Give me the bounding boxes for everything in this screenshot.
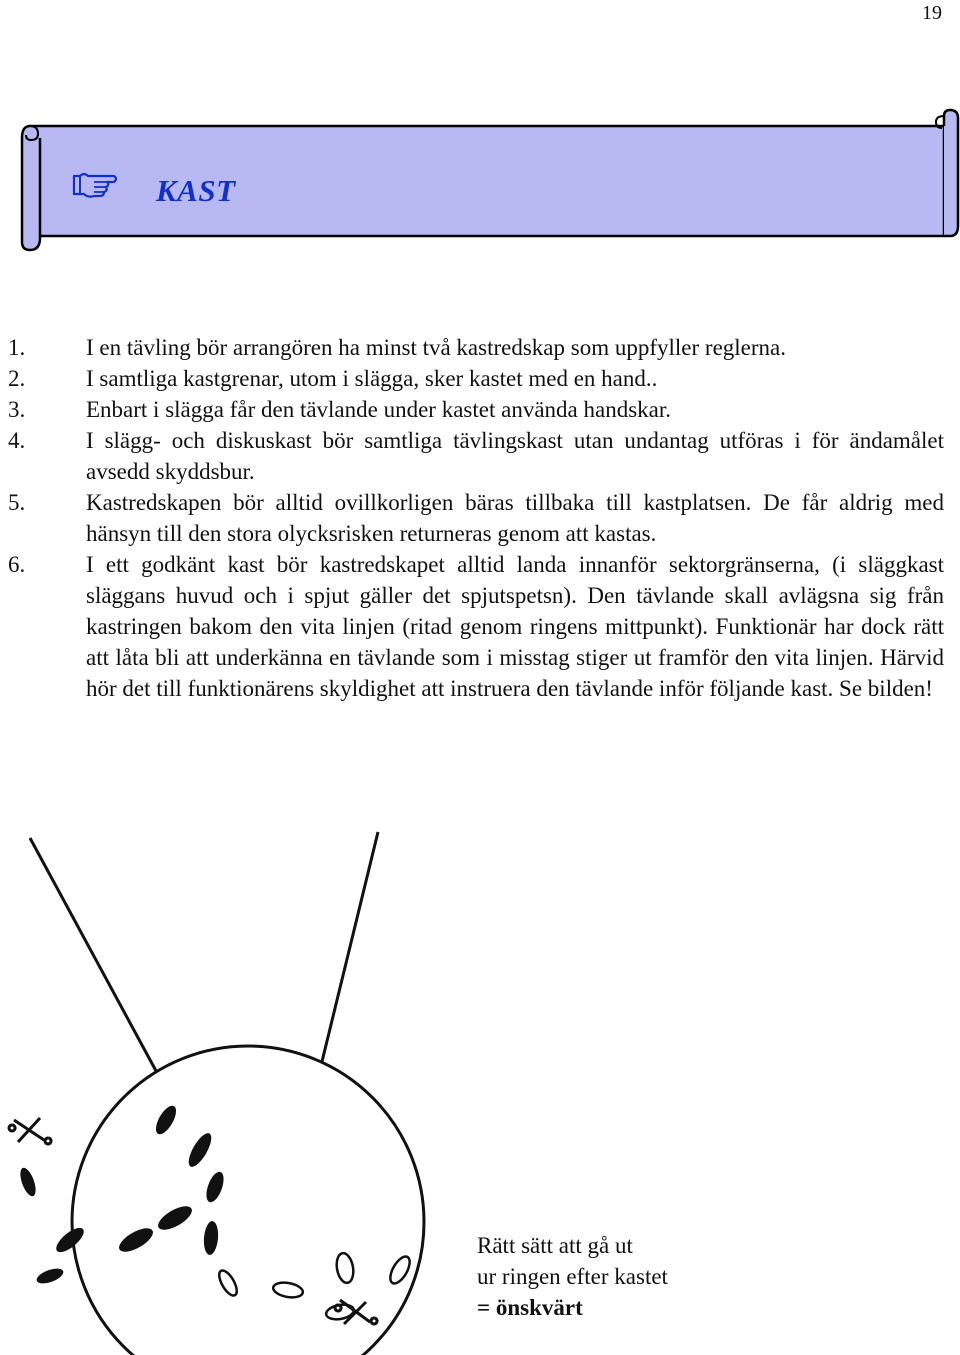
sector-line-left bbox=[30, 838, 162, 1082]
page-number: 19 bbox=[922, 2, 942, 24]
rule-number: 4. bbox=[8, 428, 26, 453]
rule-text: I samtliga kastgrenar, utom i slägga, sker kastet med en hand.. bbox=[86, 366, 658, 391]
rule-number: 5. bbox=[8, 490, 26, 515]
caption-emphasis: = önskvärt bbox=[477, 1295, 583, 1320]
rule-item bbox=[0, 487, 944, 549]
rule-item bbox=[0, 549, 944, 704]
title-scroll-banner bbox=[18, 108, 960, 258]
throwing-circle bbox=[72, 1046, 424, 1355]
rule-text: I slägg- och diskuskast bör samtliga tävlingskast utan undantag utföras i för ändamålet avsedd skyddsbur. bbox=[86, 428, 944, 484]
rule-number: 2. bbox=[8, 366, 26, 391]
caption-line: ur ringen efter kastet bbox=[477, 1264, 668, 1289]
rule-text: I ett godkänt kast bör kastredskapet alltid landa innanför sektorgränserna, (i släggkast släggans huvud och i spjut gäller det spjutspetsn). Den tävlande skall avlägsna sig från kastringen bakom den vita linjen (ritad genom ringens mittpunkt). Funktionär har dock rätt att låta bli att underkänna en tävlande som i misstag stiger ut framför den vita linjen. Härvid hör det till funktionärens skyldighet att instruera den tävlande inför följande kast. Se bilden! bbox=[86, 552, 944, 701]
rule-text: Enbart i slägga får den tävlande under kastet använda handskar. bbox=[86, 397, 671, 422]
section-title: KAST bbox=[156, 173, 236, 208]
rule-item bbox=[0, 425, 944, 487]
rule-text: Kastredskapen bör alltid ovillkorligen bäras tillbaka till kastplatsen. De får aldrig med hänsyn till den stora olycksrisken returneras genom att kastas. bbox=[86, 490, 944, 546]
throwing-ring-diagram bbox=[0, 820, 960, 1355]
sector-line-right bbox=[318, 832, 378, 1078]
rule-item bbox=[0, 332, 944, 363]
pointing-hand-icon bbox=[70, 173, 118, 209]
rule-item bbox=[0, 363, 944, 394]
rule-number: 3. bbox=[8, 397, 26, 422]
caption-line: Rätt sätt att gå ut bbox=[477, 1233, 633, 1258]
rule-item bbox=[0, 394, 944, 425]
diagram-caption bbox=[477, 1230, 668, 1323]
rules-list bbox=[0, 332, 944, 704]
rule-number: 6. bbox=[8, 552, 26, 577]
rule-number: 1. bbox=[8, 335, 26, 360]
rule-text: I en tävling bör arrangören ha minst två kastredskap som uppfyller reglerna. bbox=[86, 335, 786, 360]
